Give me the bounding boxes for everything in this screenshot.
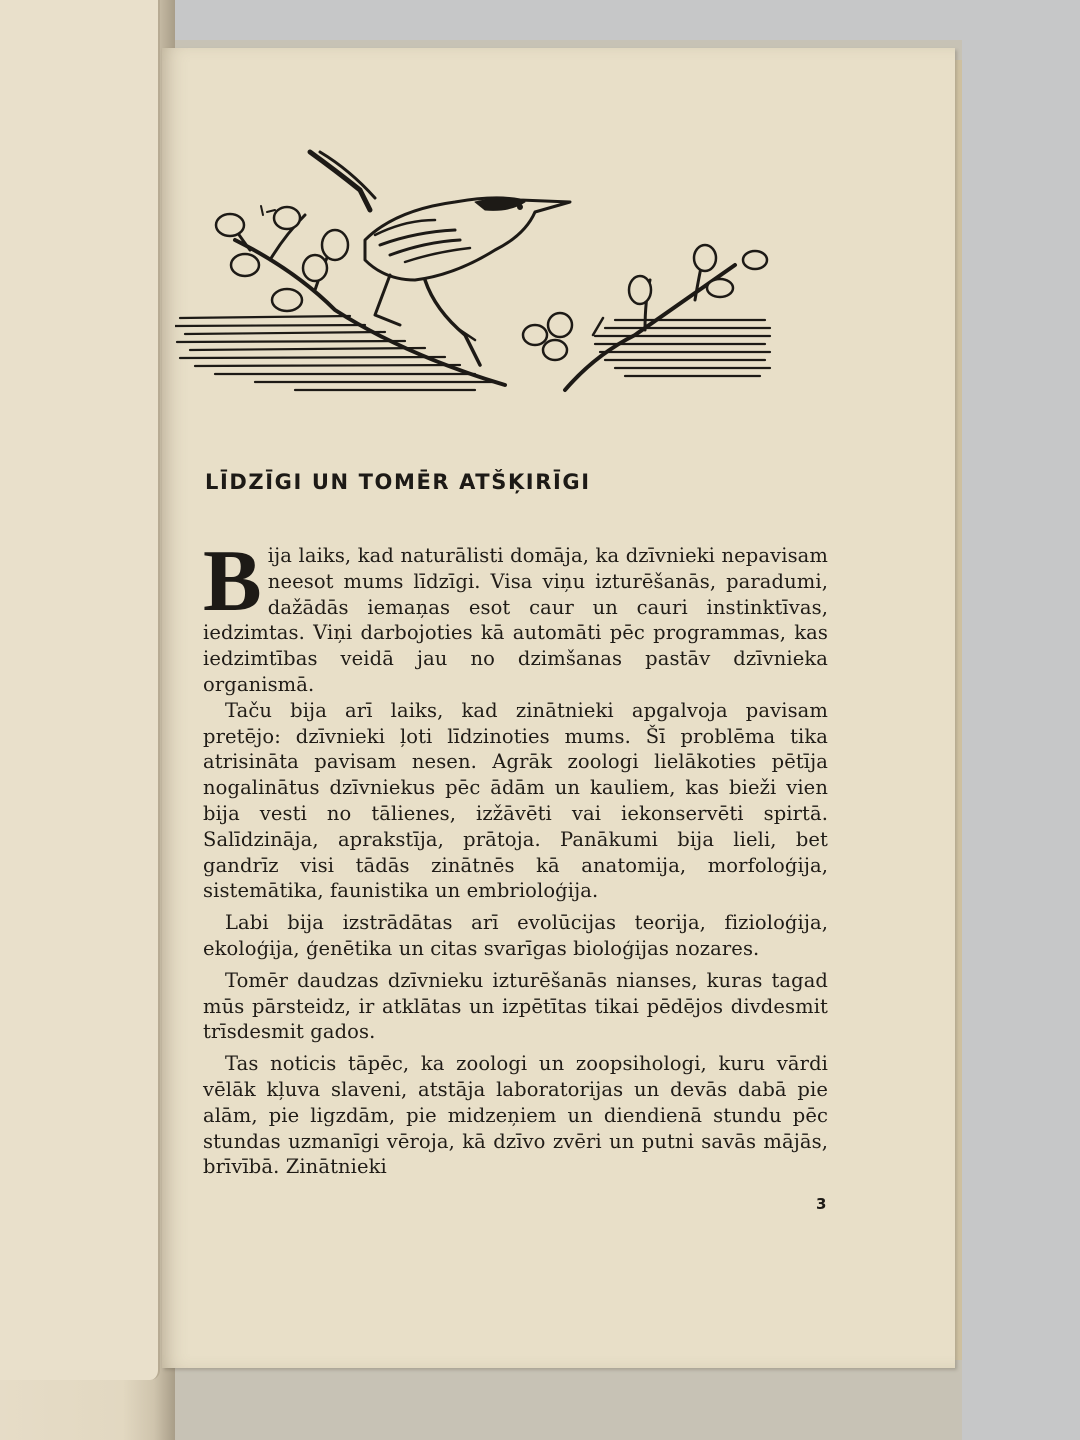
chapter-title: LĪDZĪGI UN TOMĒR ATŠĶIRĪGI	[205, 470, 591, 494]
page-number: 3	[816, 1195, 827, 1213]
body-text	[203, 533, 828, 1180]
left-page	[0, 0, 160, 1380]
paragraph-text: ija laiks, kad naturālisti domāja, ka dzīvnieki nepavisam neesot mums līdzīgi. Visa viņu izturēšanās, paradumi, dažādās iemaņas esot caur un cauri instinktīvas, iedzimtas. Viņi darbojoties kā automāti pēc programmas, kas iedzimtības veidā jau no dzimšanas pastāv dzīvnieka organismā.	[203, 544, 828, 696]
paragraph: Tomēr daudzas dzīvnieku izturēšanās nianses, kuras tagad mūs pārsteidz, ir atklātas un izpētītas tikai pēdējos divdesmit trīsdesmit gados.	[203, 968, 828, 1044]
paragraph	[203, 533, 828, 698]
paragraph: Tas noticis tāpēc, ka zoologi un zoopsihologi, kuru vārdi vēlāk kļuva slaveni, atstāja laboratorijas un devās dabā pie alām, pie ligzdām, pie midzeņiem un diendienā stundu pēc stundas uzmanīgi vēroja, kā dzīvo zvēri un putni savās mājās, brīvībā. Zinātnieki	[203, 1052, 828, 1179]
bird-on-branch-illustration	[175, 140, 775, 400]
drop-cap: B	[203, 533, 262, 630]
paragraph: Taču bija arī laiks, kad zinātnieki apgalvoja pavisam pretējo: dzīvnieki ļoti līdzinoties mums. Šī problēma tika atrisināta pavisam nesen. Agrāk zoologi lielākoties pētīja nogalinātus dzīvniekus pēc ādām un kauliem, kas bieži vien bija vesti no tālienes, izžāvēti vai iekonservēti spirtā. Salīdzināja, aprakstīja, prātoja. Panākumi bija lieli, bet gandrīz visi tādās zinātnēs kā anatomija, morfoloģija, sistemātika, faunistika un embrioloģija.	[203, 698, 828, 903]
paragraph: Labi bija izstrādātas arī evolūcijas teorija, fizioloģija, ekoloģija, ģenētika un citas svarīgas bioloģijas nozares.	[203, 911, 828, 960]
